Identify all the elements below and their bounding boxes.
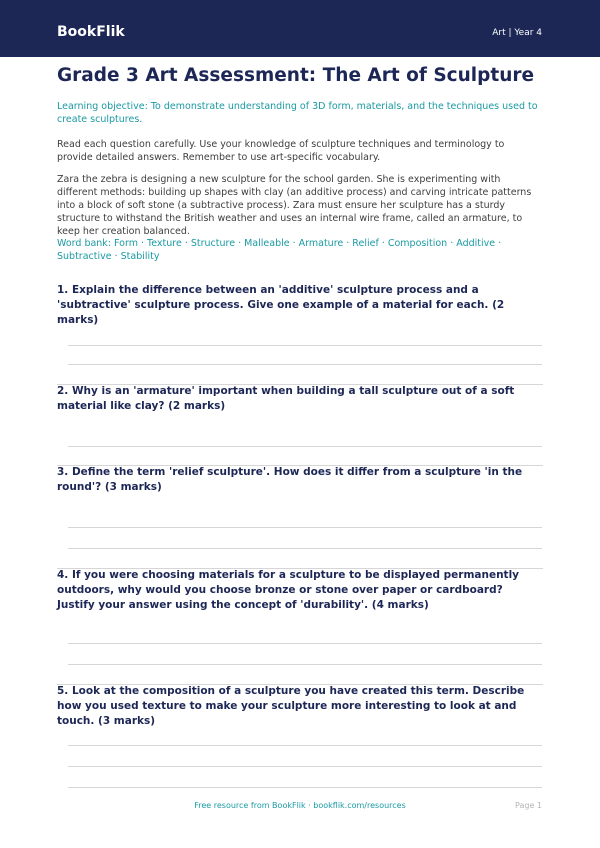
subject-year-label: Art | Year 4: [492, 28, 542, 38]
reading-passage: Zara the zebra is designing a new sculpture for the school garden. She is experimenting with different methods: building up shapes with clay (an additive process) and carving intricate patterns into a block of soft stone (a subtractive process). Zara must ensure her sculpture has a sturdy structure to withstand the British weather and uses an internal wire frame, called an armature, to keep her creation balanced.: [57, 174, 532, 237]
learning-objective: Learning objective: To demonstrate understanding of 3D form, materials, and the techniques used to create sculptures.: [57, 101, 538, 125]
answer-line[interactable]: [68, 446, 542, 447]
answer-line[interactable]: [68, 548, 542, 549]
question-4: 4. If you were choosing materials for a sculpture to be displayed permanently outdoors, why would you choose bronze or stone over paper or cardboard? Justify your answer using the concept of 'durability'. (4 marks): [57, 569, 520, 611]
answer-line[interactable]: [68, 643, 542, 644]
brand-logo[interactable]: BookFlik: [57, 24, 125, 40]
answer-line[interactable]: [68, 787, 542, 788]
question-1: 1. Explain the difference between an 'additive' sculpture process and a 'subtractive' sculpture process. Give one example of a material for each. (2 marks): [57, 284, 505, 326]
question-5: 5. Look at the composition of a sculpture you have created this term. Describe how you used texture to make your sculpture more interesting to look at and touch. (3 marks): [57, 685, 525, 727]
answer-line[interactable]: [68, 345, 542, 346]
question-3: 3. Define the term 'relief sculpture'. How does it differ from a sculpture 'in the round'? (3 marks): [57, 466, 523, 493]
header-bar: [0, 0, 600, 57]
answer-line[interactable]: [68, 364, 542, 365]
question-2: 2. Why is an 'armature' important when building a tall sculpture out of a soft material like clay? (2 marks): [57, 385, 515, 412]
answer-line[interactable]: [68, 527, 542, 528]
answer-line[interactable]: [68, 745, 542, 746]
answer-line[interactable]: [68, 664, 542, 665]
answer-line[interactable]: [68, 766, 542, 767]
page-number: Page 1: [515, 801, 542, 810]
footer-credit[interactable]: Free resource from BookFlik · bookflik.com/resources: [194, 801, 406, 810]
instructions: Read each question carefully. Use your knowledge of sculpture techniques and terminology to provide detailed answers. Remember to use art-specific vocabulary.: [57, 139, 505, 163]
word-bank: Word bank: Form · Texture · Structure · Malleable · Armature · Relief · Composition · Additive · Subtractive · Stability: [57, 238, 502, 262]
page-title: Grade 3 Art Assessment: The Art of Sculpture: [57, 65, 535, 86]
